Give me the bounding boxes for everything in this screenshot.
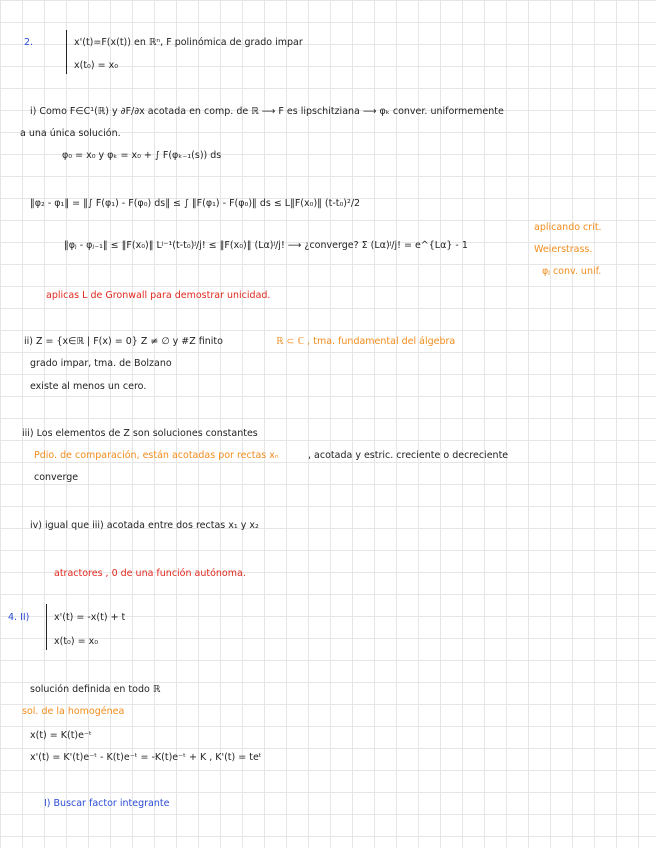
problem-number: 4. II) — [8, 612, 30, 623]
system-brace — [66, 30, 67, 74]
text-line: iv) igual que iii) acotada entre dos rectas x₁ y x₂ — [30, 520, 259, 531]
formula-line: ‖φ₂ - φ₁‖ = ‖∫ F(φ₁) - F(φ₀) ds‖ ≤ ∫ ‖F(φ₁) - F(φ₀)‖ ds ≤ L‖F(x₀)‖ (t-t₀)²/2 — [30, 198, 361, 209]
problem-number: 2. — [24, 37, 34, 48]
annotation: aplicas L de Gronwall para demostrar unicidad. — [46, 290, 271, 301]
system-brace — [46, 604, 47, 650]
equation-line: x(t₀) = x₀ — [74, 60, 118, 71]
text-line: solución definida en todo ℝ — [30, 684, 161, 695]
equation-line: x'(t) = -x(t) + t — [54, 612, 126, 623]
formula-line: x(t) = K(t)e⁻ᵗ — [30, 730, 92, 741]
text-line: a una única solución. — [20, 128, 121, 139]
text-line: grado impar, tma. de Bolzano — [30, 358, 172, 369]
annotation: sol. de la homogénea — [22, 706, 125, 717]
formula-line: ‖φⱼ - φⱼ₋₁‖ ≤ ‖F(x₀)‖ Lʲ⁻¹(t-t₀)ʲ/j! ≤ ‖F(x₀)‖ (Lα)ʲ/j! ⟶ ¿converge? Σ (Lα)ʲ/j! = e^{Lα} - 1 — [64, 240, 468, 251]
annotation: atractores , 0 de una función autónoma. — [54, 568, 246, 579]
text-line: i) Como F∈C¹(ℝ) y ∂F/∂x acotada en comp. de ℝ ⟶ F es lipschitziana ⟶ φₖ conver. uniformemente — [30, 106, 504, 117]
annotation: aplicando crit. — [534, 222, 602, 233]
formula-line: x'(t) = K'(t)e⁻ᵗ - K(t)e⁻ᵗ = -K(t)e⁻ᵗ + K , K'(t) = teᵗ — [30, 752, 262, 763]
text-line: , acotada y estric. creciente o decreciente — [308, 450, 509, 461]
equation-line: x'(t)=F(x(t)) en ℝⁿ, F polinómica de grado impar — [74, 37, 303, 48]
annotation: φⱼ conv. unif. — [542, 266, 602, 277]
equation-line: x(t₀) = x₀ — [54, 636, 98, 647]
annotation: ℝ ⊂ ℂ , tma. fundamental del álgebra — [276, 336, 456, 347]
text-line: existe al menos un cero. — [30, 381, 147, 392]
text-line: converge — [34, 472, 79, 483]
formula-line: φ₀ = x₀ y φₖ = x₀ + ∫ F(φₖ₋₁(s)) ds — [62, 150, 222, 161]
annotation: Pdio. de comparación, están acotadas por rectas xₙ — [34, 450, 279, 461]
text-line: iii) Los elementos de Z son soluciones constantes — [22, 428, 258, 439]
text-line: ii) Z = {x∈ℝ | F(x) = 0} Z ≠ ∅ y #Z finito — [24, 336, 223, 347]
annotation: Weierstrass. — [534, 244, 593, 255]
annotation: I) Buscar factor integrante — [44, 798, 170, 809]
